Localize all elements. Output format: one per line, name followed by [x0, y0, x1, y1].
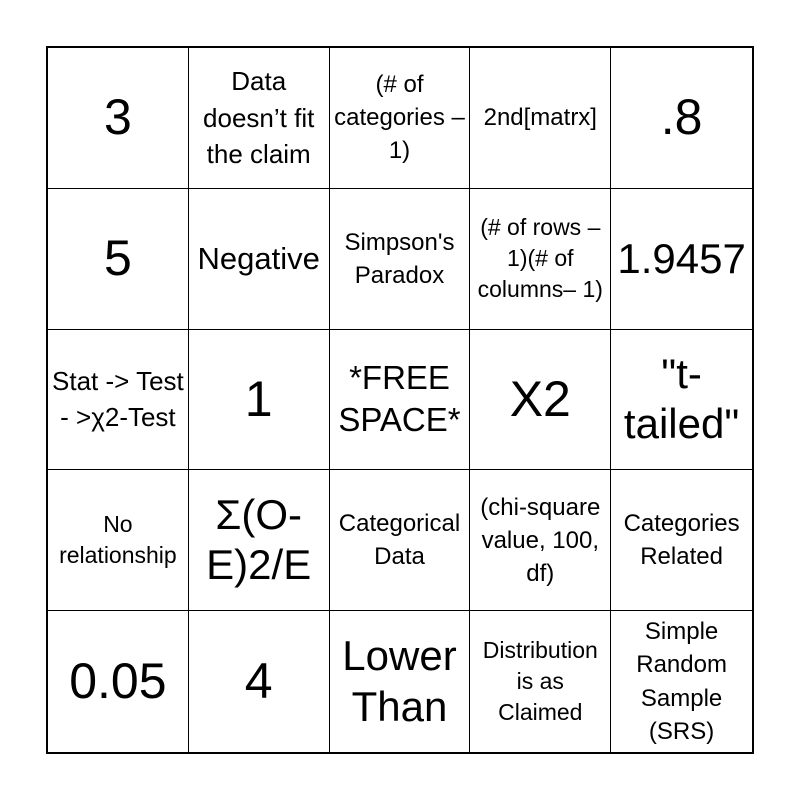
bingo-board	[46, 46, 754, 754]
bingo-cell-r4c5[interactable]	[611, 470, 752, 611]
cell-text: (# of rows – 1)(# of columns– 1)	[477, 213, 603, 303]
cell-text: Data doesn’t fit the claim	[203, 66, 315, 170]
bingo-cell-r5c3[interactable]	[330, 611, 471, 752]
bingo-cell-r4c1[interactable]	[48, 470, 189, 611]
bingo-cell-r4c4[interactable]	[470, 470, 611, 611]
bingo-cell-r3c1[interactable]	[48, 330, 189, 471]
cell-text: Distribution is as Claimed	[482, 636, 598, 726]
cell-text: (# of categories – 1)	[334, 71, 465, 165]
cell-text: Negative	[197, 241, 320, 277]
bingo-cell-r5c5[interactable]	[611, 611, 752, 752]
cell-text: 1.9457	[617, 234, 746, 282]
bingo-cell-r4c2[interactable]	[189, 470, 330, 611]
bingo-cell-r3c2[interactable]	[189, 330, 330, 471]
cell-text: 4	[244, 653, 273, 710]
cell-text: *FREE SPACE*	[338, 359, 461, 439]
bingo-cell-r5c2[interactable]	[189, 611, 330, 752]
cell-text: No relationship	[59, 511, 177, 569]
cell-text: Simpson's Paradox	[344, 228, 455, 289]
bingo-cell-r2c3[interactable]	[330, 189, 471, 330]
bingo-cell-r2c5[interactable]	[611, 189, 752, 330]
cell-text: "t-tailed"	[623, 350, 740, 448]
bingo-cell-r1c3[interactable]	[330, 48, 471, 189]
cell-text: .8	[660, 89, 703, 146]
cell-text: 0.05	[69, 653, 167, 710]
cell-text: Stat -> Test - >χ2-Test	[52, 366, 184, 433]
cell-text: Categorical Data	[338, 510, 461, 571]
bingo-cell-r1c4[interactable]	[470, 48, 611, 189]
bingo-cell-r2c2[interactable]	[189, 189, 330, 330]
cell-text: 1	[244, 370, 273, 427]
cell-text: Categories Related	[623, 510, 740, 571]
bingo-cell-r1c1[interactable]	[48, 48, 189, 189]
cell-text: 5	[103, 230, 132, 287]
bingo-cell-r3c4[interactable]	[470, 330, 611, 471]
bingo-cell-r5c1[interactable]	[48, 611, 189, 752]
cell-text: (chi-square value, 100, df)	[480, 493, 601, 587]
cell-text: Lower Than	[342, 632, 457, 730]
cell-text: Simple Random Sample (SRS)	[636, 618, 727, 745]
cell-text: X2	[509, 370, 571, 427]
cell-text: 3	[103, 89, 132, 146]
bingo-cell-r3c5[interactable]	[611, 330, 752, 471]
free-space-cell[interactable]	[330, 330, 471, 471]
cell-text: Σ(O-E)2/E	[206, 490, 312, 589]
bingo-cell-r5c4[interactable]	[470, 611, 611, 752]
cell-text: 2nd[matrx]	[483, 104, 597, 132]
bingo-cell-r4c3[interactable]	[330, 470, 471, 611]
bingo-cell-r1c2[interactable]	[189, 48, 330, 189]
bingo-cell-r1c5[interactable]	[611, 48, 752, 189]
bingo-cell-r2c4[interactable]	[470, 189, 611, 330]
bingo-cell-r2c1[interactable]	[48, 189, 189, 330]
